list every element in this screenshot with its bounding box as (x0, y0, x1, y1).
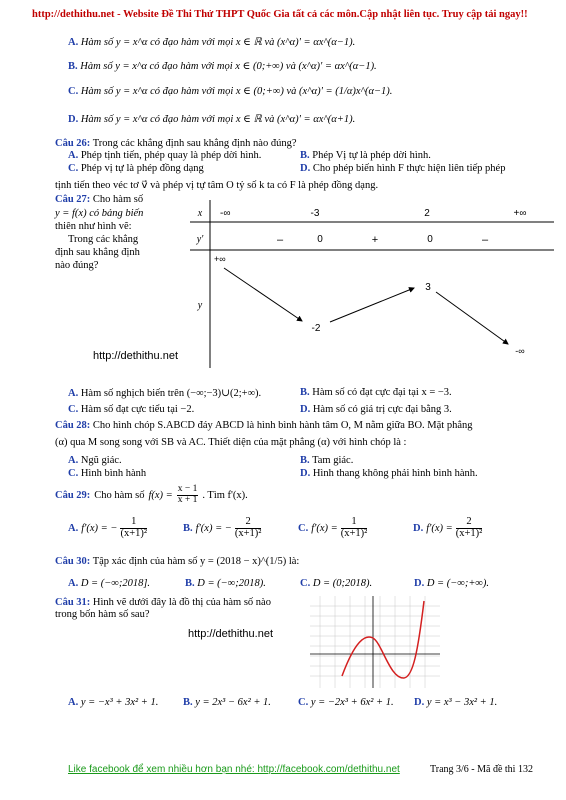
option-label: B. (185, 578, 195, 589)
q26-stem (55, 138, 296, 149)
q29-option-c[interactable] (298, 517, 367, 539)
option-label: D. (300, 163, 311, 174)
question-number: Câu 26: (55, 138, 91, 149)
option-text: y = 2x³ − 6x² + 1. (195, 697, 271, 708)
table-x-value: +∞ (513, 208, 527, 219)
question-text: . Tìm f'(x). (202, 489, 248, 501)
option-text: Phép vị tự là phép đồng dạng (80, 163, 204, 174)
q31-option-c[interactable] (298, 697, 394, 708)
cubic-curve (342, 601, 424, 678)
q26-option-d-continued: tịnh tiến theo véc tơ v⃗ và phép vị tự tâm O tỷ số k ta có F là phép đồng dạng. (55, 180, 379, 191)
fraction-denominator: x + 1 (177, 494, 198, 505)
option-label: C. (68, 468, 79, 479)
option-lhs: f'(x) = − (81, 522, 118, 534)
option-label: D. (300, 404, 311, 415)
option-label: A. (68, 697, 79, 708)
arrow-increasing (330, 288, 414, 322)
option-text: Hàm số y = x^α có đạo hàm với mọi x ∈ (0;+∞) và (x^α)' = (1/α)x^(α−1). (80, 86, 393, 97)
q31-option-a[interactable] (68, 697, 158, 708)
footer-facebook-link[interactable]: Like facebook để xem nhiều hơn bạn nhé: http://facebook.com/dethithu.net (68, 764, 400, 775)
table-zero: 0 (427, 234, 433, 245)
table-y-value: -2 (311, 323, 321, 334)
option-text: Hàm số có giá trị cực đại bằng 3. (312, 404, 452, 415)
q27-stem-line1 (55, 194, 143, 205)
arrow-decreasing (224, 268, 302, 321)
option-label: A. (68, 455, 79, 466)
q29-stem (55, 485, 248, 505)
option-label: D. (414, 578, 425, 589)
option-label: A. (68, 578, 79, 589)
q27-stem-line5: định sau khẳng định (55, 247, 140, 258)
option-label: C. (68, 86, 79, 97)
q30-stem (55, 556, 299, 567)
option-label: C. (68, 404, 79, 415)
q26-option-a[interactable] (68, 150, 261, 161)
option-label: B. (300, 387, 310, 398)
table-x-value: 2 (424, 208, 430, 219)
table-sign: + (371, 234, 379, 246)
fraction-denominator: (x+1)² (234, 527, 262, 539)
fraction-denominator: (x+1)² (340, 527, 368, 539)
question-text: Cho hình chóp S.ABCD đáy ABCD là hình bình hành tâm O, M nằm giữa BO. Mặt phẳng (92, 420, 473, 431)
option-text: D = (−∞;2018). (197, 578, 266, 589)
question-number: Câu 31: (55, 597, 91, 608)
option-label: A. (68, 522, 79, 534)
page-header: http://dethithu.net - Website Đề Thi Thử THPT Quốc Gia tất cả các môn.Cập nhật liên tục. Truy cập tải ngay!! (32, 9, 528, 20)
q27-stem-line4: Trong các khẳng (68, 234, 139, 245)
fraction-numerator: 2 (456, 517, 483, 529)
option-label: A. (68, 37, 79, 48)
option-text: Hàm số y = x^α có đạo hàm với mọi x ∈ (0;+∞) và (x^α)' = αx^(α−1). (80, 61, 377, 72)
option-label: C. (298, 522, 309, 534)
fraction-numerator: 1 (120, 517, 147, 529)
option-text: Hàm số có đạt cực đại tại x = −3. (312, 387, 452, 398)
option-lhs: f'(x) = (426, 522, 453, 534)
fraction-denominator: (x+1)² (120, 527, 148, 539)
option-text: D = (0;2018). (312, 578, 373, 589)
option-label: D. (68, 114, 79, 125)
option-label: D. (414, 697, 425, 708)
q27-option-d[interactable] (300, 404, 452, 415)
q28-option-b[interactable] (300, 455, 353, 466)
q26-option-b[interactable] (300, 150, 431, 161)
table-zero: 0 (317, 234, 323, 245)
option-label: B. (183, 522, 193, 534)
fraction-numerator: 1 (341, 517, 368, 529)
table-y-value: +∞ (214, 254, 226, 264)
option-text: Phép tịnh tiến, phép quay là phép dời hình. (80, 150, 262, 161)
option-label: C. (298, 697, 309, 708)
question-number: Câu 28: (55, 420, 91, 431)
q28-stem-line2: (α) qua M song song với SB và AC. Thiết diện của mặt phẳng (α) với hình chóp là : (55, 437, 407, 448)
q27-stem-line3: thiên như hình vẽ: (55, 221, 132, 232)
option-text: Hàm số y = x^α có đạo hàm với mọi x ∈ ℝ và (x^α)' = αx^(α−1). (80, 37, 356, 48)
q31-stem-line1 (55, 597, 271, 608)
q27-stem-line6: nào đúng? (55, 260, 99, 271)
q28-option-d[interactable] (300, 468, 478, 479)
q27-option-c[interactable] (68, 404, 194, 415)
option-label: A. (68, 388, 79, 399)
watermark: http://dethithu.net (188, 628, 274, 640)
graph-grid (310, 596, 440, 688)
table-yprime-label: y' (196, 234, 204, 245)
option-text: Hàm số y = x^α có đạo hàm với mọi x ∈ ℝ và (x^α)' = αx^(α+1). (80, 114, 356, 125)
option-text: Hàm số đạt cực tiểu tại −2. (80, 404, 195, 415)
option-text: Hàm số nghịch biến trên (−∞;−3)∪(2;+∞). (80, 388, 262, 399)
option-label: B. (300, 150, 310, 161)
q30-option-a[interactable] (68, 578, 150, 589)
q31-option-d[interactable] (414, 697, 497, 708)
q25-option-c[interactable] (68, 85, 392, 97)
q26-option-d[interactable] (300, 163, 505, 174)
q28-option-a[interactable] (68, 455, 122, 466)
option-label: C. (68, 163, 79, 174)
table-y-value: -∞ (515, 346, 525, 356)
table-sign: – (481, 234, 489, 246)
option-label: C. (300, 578, 311, 589)
fraction-numerator: 2 (235, 517, 262, 529)
option-text: y = −2x³ + 6x² + 1. (310, 697, 394, 708)
table-x-value: -3 (310, 208, 320, 219)
q29-option-d[interactable] (413, 517, 482, 539)
option-label: B. (68, 61, 78, 72)
table-sign: – (276, 234, 284, 246)
option-lhs: f'(x) = − (195, 522, 232, 534)
q25-option-a[interactable] (68, 36, 355, 48)
q30-option-b[interactable] (185, 578, 266, 589)
variation-table (190, 200, 554, 370)
question-number: Câu 29: (55, 489, 91, 501)
table-y-label: y (197, 300, 203, 311)
q27-stem-line2: y = f(x) có bảng biến (55, 208, 144, 219)
q26-option-c[interactable] (68, 163, 204, 174)
function-name: f(x) = (148, 489, 173, 501)
q29-option-a[interactable] (68, 517, 147, 539)
fraction (177, 485, 199, 505)
question-text: Cho hàm số (92, 194, 144, 205)
table-y-value: 3 (425, 282, 431, 293)
option-text: y = x³ − 3x² + 1. (426, 697, 498, 708)
option-text: y = −x³ + 3x² + 1. (80, 697, 159, 708)
footer-page-info: Trang 3/6 - Mã đề thi 132 (430, 764, 533, 775)
question-text: Hình vẽ dưới đây là đồ thị của hàm số nào (92, 597, 271, 608)
function-graph (310, 596, 440, 688)
option-text: Phép Vị tự là phép dời hình. (312, 150, 431, 161)
q28-option-c[interactable] (68, 468, 146, 479)
option-text: Hình thang không phải hình bình hành. (312, 468, 478, 479)
q27-option-a[interactable] (68, 387, 261, 399)
option-label: B. (183, 697, 193, 708)
question-text: Cho hàm số (94, 489, 145, 501)
question-text: Trong các khẳng định sau khẳng định nào đúng? (92, 138, 297, 149)
option-label: D. (413, 522, 424, 534)
fraction-denominator: (x+1)² (455, 527, 483, 539)
fraction (456, 517, 483, 539)
question-number: Câu 27: (55, 194, 91, 205)
fraction (120, 517, 147, 539)
watermark: http://dethithu.net (93, 350, 179, 362)
fraction-numerator: x − 1 (177, 484, 198, 494)
q30-option-d[interactable] (414, 578, 489, 589)
table-x-value: -∞ (220, 208, 231, 219)
question-number: Câu 30: (55, 556, 91, 567)
option-lhs: f'(x) = (311, 522, 338, 534)
question-text: Tập xác định của hàm số y = (2018 − x)^(1/5) là: (92, 556, 300, 567)
q29-option-b[interactable] (183, 517, 261, 539)
arrow-decreasing (436, 292, 508, 344)
option-text: Cho phép biến hình F thực hiện liên tiếp phép (312, 163, 506, 174)
q31-stem-line2: trong bốn hàm số sau? (55, 609, 150, 620)
q30-option-c[interactable] (300, 578, 372, 589)
fraction (341, 517, 368, 539)
option-text: D = (−∞;2018]. (80, 578, 151, 589)
option-text: D = (−∞;+∞). (426, 578, 490, 589)
option-label: A. (68, 150, 79, 161)
table-x-label: x (197, 208, 203, 219)
q31-option-b[interactable] (183, 697, 271, 708)
option-label: B. (300, 455, 310, 466)
option-text: Ngũ giác. (80, 455, 122, 466)
option-text: Tam giác. (312, 455, 354, 466)
q27-option-b[interactable] (300, 387, 452, 398)
fraction (235, 517, 262, 539)
q28-stem-line1 (55, 420, 473, 431)
q25-option-d[interactable] (68, 113, 355, 125)
option-label: D. (300, 468, 311, 479)
option-text: Hình bình hành (80, 468, 147, 479)
q25-option-b[interactable] (68, 60, 377, 72)
